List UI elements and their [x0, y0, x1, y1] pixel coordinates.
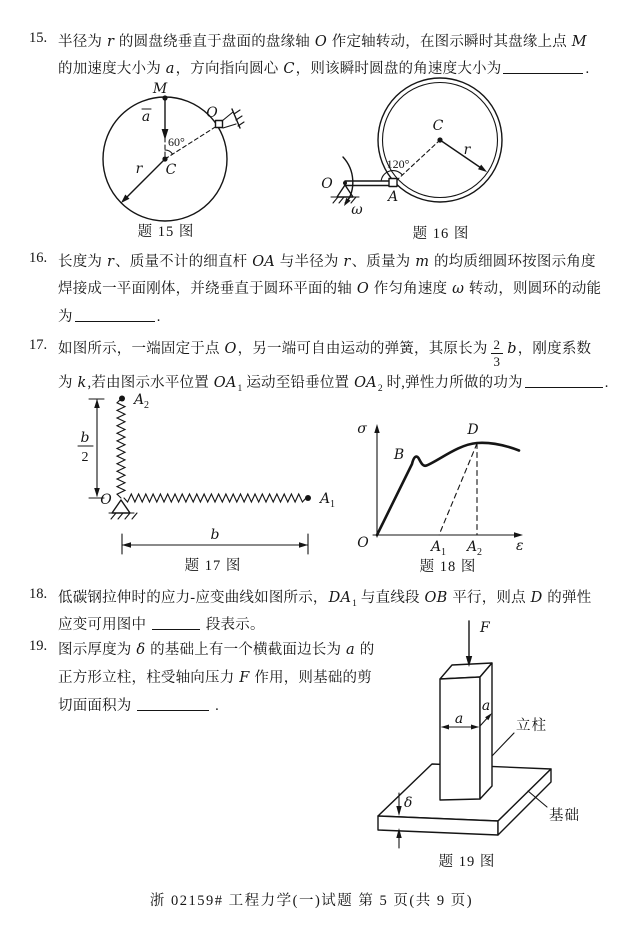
label-epsilon: ε — [516, 538, 524, 554]
label-a1-sub: 1 — [330, 499, 335, 510]
figure-16-caption: 题 16 图 — [412, 226, 470, 242]
angle-arc — [165, 150, 173, 154]
figure-19-column-diagram — [368, 616, 586, 876]
label-o: O — [321, 176, 333, 192]
label-a2-sub: 2 — [144, 400, 149, 411]
horizontal-spring — [124, 494, 306, 502]
question-17-number: 17. — [29, 337, 48, 353]
label-c: C — [432, 118, 444, 134]
label-a2-sub: 2 — [477, 547, 482, 558]
question-19-number: 19. — [29, 638, 48, 654]
question-16-number: 16. — [29, 250, 48, 266]
figure-17-spring-diagram — [70, 388, 345, 580]
figure-15-caption: 题 15 图 — [137, 224, 195, 240]
column-leader — [492, 733, 514, 756]
point-a2-dot — [119, 396, 125, 402]
label-a1: A — [431, 539, 442, 555]
question-15-line-2: 的加速度大小为 a，方向指向圆心 C，则该瞬时圆盘的角速度大小为 . — [58, 61, 590, 77]
question-16-line-1: 长度为 r、质量不计的细直杆 OA 与半径为 r、质量为 m 的均质细圆环按图示角度 — [58, 254, 596, 270]
label-a-vector: a — [141, 109, 151, 125]
figure-16-ring-diagram — [315, 68, 590, 248]
question-19-line-1: 图示厚度为 δ 的基础上有一个横截面边长为 a 的 — [58, 642, 375, 658]
question-19-line-3: 切面面积为 . — [58, 698, 219, 714]
column-front-face — [440, 677, 480, 800]
label-c: C — [165, 162, 177, 178]
label-b: b — [210, 527, 220, 543]
figure-18-caption: 题 18 图 — [419, 559, 477, 575]
dashed-da1 — [439, 444, 477, 536]
label-d: D — [467, 422, 479, 438]
label-base: 基础 — [549, 808, 580, 824]
question-15-line-1: 半径为 r 的圆盘绕垂直于盘面的盘缘轴 O 作定轴转动，在图示瞬时其盘缘上点 M — [58, 34, 587, 50]
label-o: O — [100, 492, 112, 508]
figure-18-stress-strain-chart — [350, 412, 545, 580]
question-17-line-1: 如图所示，一端固定于点 O，另一端可自由运动的弹簧，其原长为 $\frac{2}{3}$ b，刚度系数 — [58, 337, 592, 369]
label-o: O — [206, 105, 218, 121]
figure-17-caption: 题 17 图 — [184, 558, 242, 574]
question-16-line-3: 为 . — [58, 309, 161, 325]
question-18-line-1: 低碳钢拉伸时的应力-应变曲线如图所示，$DA_1$ 与直线段 OB 平行，则点 D 的弹性 — [58, 590, 592, 609]
question-17-line-2: 为 k,若由图示水平位置 $OA_1$ 运动至铅垂位置 $OA_2$ 时,弹性力所做的功为 . — [58, 375, 609, 394]
question-16-line-2: 焊接成一平面刚体，并绕垂直于圆环平面的轴 O 作匀角速度 ω 转动，则圆环的动能 — [58, 281, 602, 297]
label-60deg: 60° — [168, 135, 185, 149]
label-a1-sub: 1 — [441, 547, 446, 558]
label-r: r — [135, 161, 143, 177]
question-18-line-2: 应变可用图中 段表示。 — [58, 617, 265, 633]
label-b: B — [393, 447, 405, 463]
label-a: A — [387, 189, 399, 205]
question-18-number: 18. — [29, 586, 48, 602]
label-column: 立柱 — [516, 718, 547, 734]
label-o: O — [357, 535, 369, 551]
label-a2: A — [134, 392, 145, 408]
pivot-square — [216, 121, 223, 128]
label-a-front: a — [454, 711, 464, 727]
label-a1: A — [320, 491, 331, 507]
label-a-depth: a — [481, 698, 491, 714]
label-b-num: b — [80, 430, 90, 446]
label-delta: δ — [404, 795, 413, 811]
label-r: r — [463, 142, 471, 158]
label-sigma: σ — [357, 421, 367, 437]
point-a1-dot — [305, 495, 311, 501]
support-link — [222, 112, 233, 121]
page-footer: 浙 02159# 工程力学(一)试题 第 5 页(共 9 页) — [149, 893, 474, 909]
radius-arrow — [440, 140, 484, 170]
label-omega: ω — [351, 202, 363, 218]
support-link — [223, 124, 236, 128]
label-b-den: 2 — [81, 450, 89, 465]
label-m: M — [152, 81, 168, 97]
column-right-face — [480, 663, 492, 799]
label-120deg: 120° — [386, 157, 410, 171]
label-f: F — [480, 620, 490, 636]
question-19-line-2: 正方形立柱，柱受轴向压力 F 作用，则基础的剪 — [58, 670, 372, 686]
figure-15-disc-diagram — [80, 75, 265, 247]
label-a2: A — [467, 539, 478, 555]
radius-arrow — [123, 159, 165, 201]
weld-square — [389, 179, 397, 187]
figure-19-caption: 题 19 图 — [438, 854, 496, 870]
question-15-number: 15. — [29, 30, 48, 46]
vertical-spring — [117, 399, 125, 498]
